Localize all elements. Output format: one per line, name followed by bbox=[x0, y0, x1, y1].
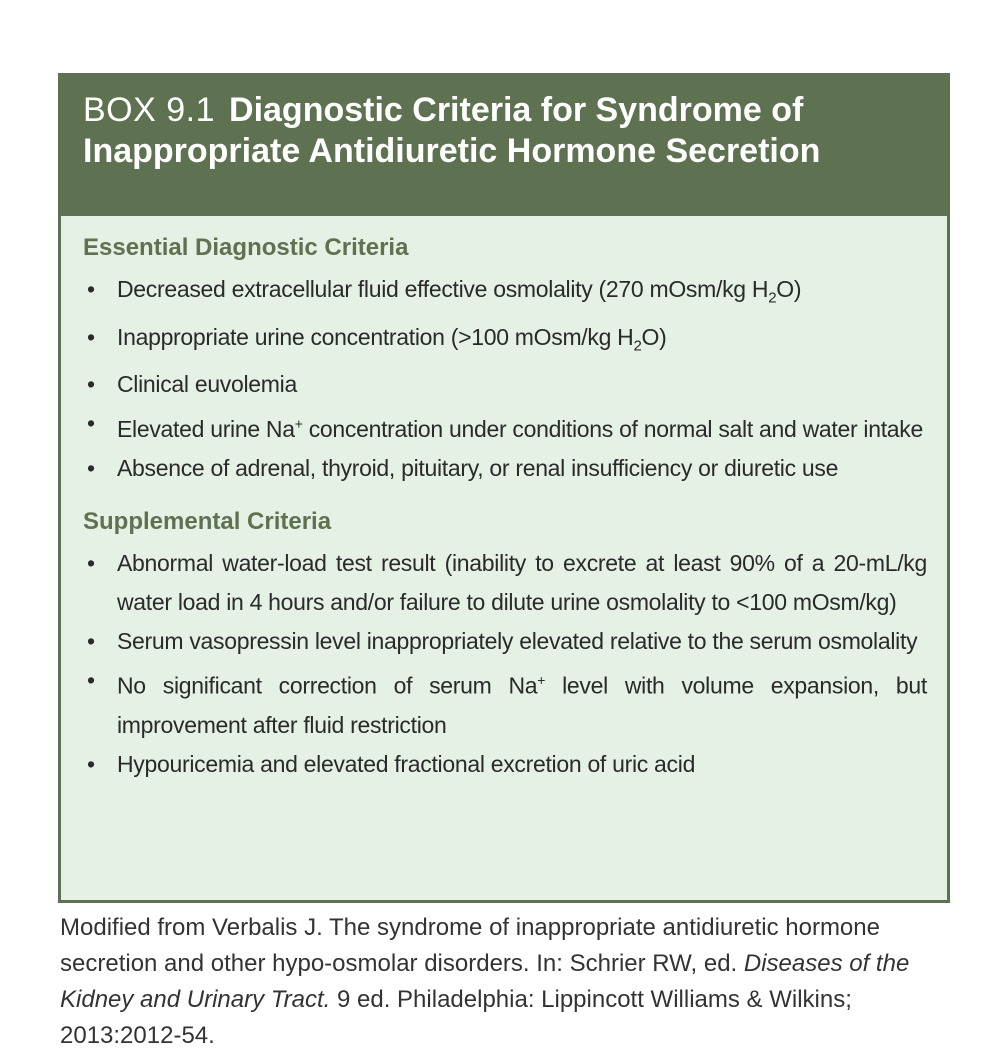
essential-heading: Essential Diagnostic Criteria bbox=[83, 234, 409, 261]
criteria-item bbox=[83, 745, 927, 784]
caption-book-title: Diseases of the Kidney and Urinary Tract. bbox=[60, 950, 910, 1013]
supplemental-heading: Supplemental Criteria bbox=[83, 507, 332, 535]
essential-section bbox=[83, 234, 927, 488]
criteria-item-text: Abnormal water-load test result (inability to excrete at least 90% of a 20-mL/kg water load in 4 hours and/or failure to dilute urine osmolality to <100 mOsm/kg) bbox=[117, 549, 927, 615]
bullet-icon: • bbox=[87, 666, 95, 693]
subscript: 2 bbox=[768, 289, 777, 307]
superscript: + bbox=[537, 671, 546, 688]
criteria-item bbox=[83, 404, 927, 449]
bullet-icon: • bbox=[87, 410, 95, 437]
bullet-icon: • bbox=[87, 371, 95, 398]
bullet-icon: • bbox=[87, 454, 95, 481]
criteria-item-text: Inappropriate urine concentration (>100 mOsm/kg $H_2O$) bbox=[117, 323, 667, 355]
criteria-item bbox=[83, 449, 927, 488]
supplemental-list bbox=[83, 544, 927, 784]
criteria-item-text: Hypouricemia and elevated fractional excretion of uric acid bbox=[117, 750, 696, 777]
supplemental-section bbox=[83, 508, 927, 784]
subscript: 2 bbox=[633, 337, 642, 355]
bullet-icon: • bbox=[87, 549, 95, 576]
bullet-icon: • bbox=[87, 627, 95, 654]
box-title bbox=[83, 90, 925, 172]
criteria-item bbox=[83, 622, 927, 661]
criteria-item-text: Decreased extracellular fluid effective osmolality (270 mOsm/kg $H_2O$) bbox=[117, 276, 802, 307]
superscript: + bbox=[294, 415, 303, 432]
essential-list bbox=[83, 270, 927, 488]
criteria-item-text: No significant correction of serum Na+ level with volume expansion, but improvement after fluid restriction bbox=[117, 671, 928, 738]
box-title-text: Diagnostic Criteria for Syndrome of Inappropriate Antidiuretic Hormone Secretion bbox=[83, 91, 821, 170]
criteria-item-text: Clinical euvolemia bbox=[117, 371, 297, 398]
bullet-icon: • bbox=[87, 323, 95, 350]
criteria-item-text: Elevated urine Na+ concentration under conditions of normal salt and water intake bbox=[117, 415, 923, 442]
criteria-item bbox=[83, 318, 927, 366]
criteria-box bbox=[58, 73, 950, 903]
criteria-item bbox=[83, 661, 927, 745]
criteria-item bbox=[83, 270, 927, 318]
bullet-icon: • bbox=[87, 276, 95, 302]
criteria-item-text: Absence of adrenal, thyroid, pituitary, or renal insufficiency or diuretic use bbox=[117, 454, 839, 481]
caption-text: Modified from Verbalis J. The syndrome of inappropriate antidiuretic hormone secretion and other hypo-osmolar disorders. In: Schrier RW, ed. bbox=[60, 914, 880, 977]
caption-text-end: 9 ed. Philadelphia: Lippincott Williams & Wilkins; 2013:2012-54. bbox=[60, 986, 852, 1049]
box-header bbox=[61, 76, 947, 216]
criteria-item-text: Serum vasopressin level inappropriately elevated relative to the serum osmolality bbox=[117, 627, 918, 654]
box-body bbox=[61, 216, 947, 784]
criteria-item bbox=[83, 544, 927, 622]
criteria-item bbox=[83, 365, 927, 404]
box-number: BOX 9.1 bbox=[83, 91, 216, 129]
source-caption bbox=[60, 910, 940, 1054]
bullet-icon: • bbox=[87, 750, 95, 777]
